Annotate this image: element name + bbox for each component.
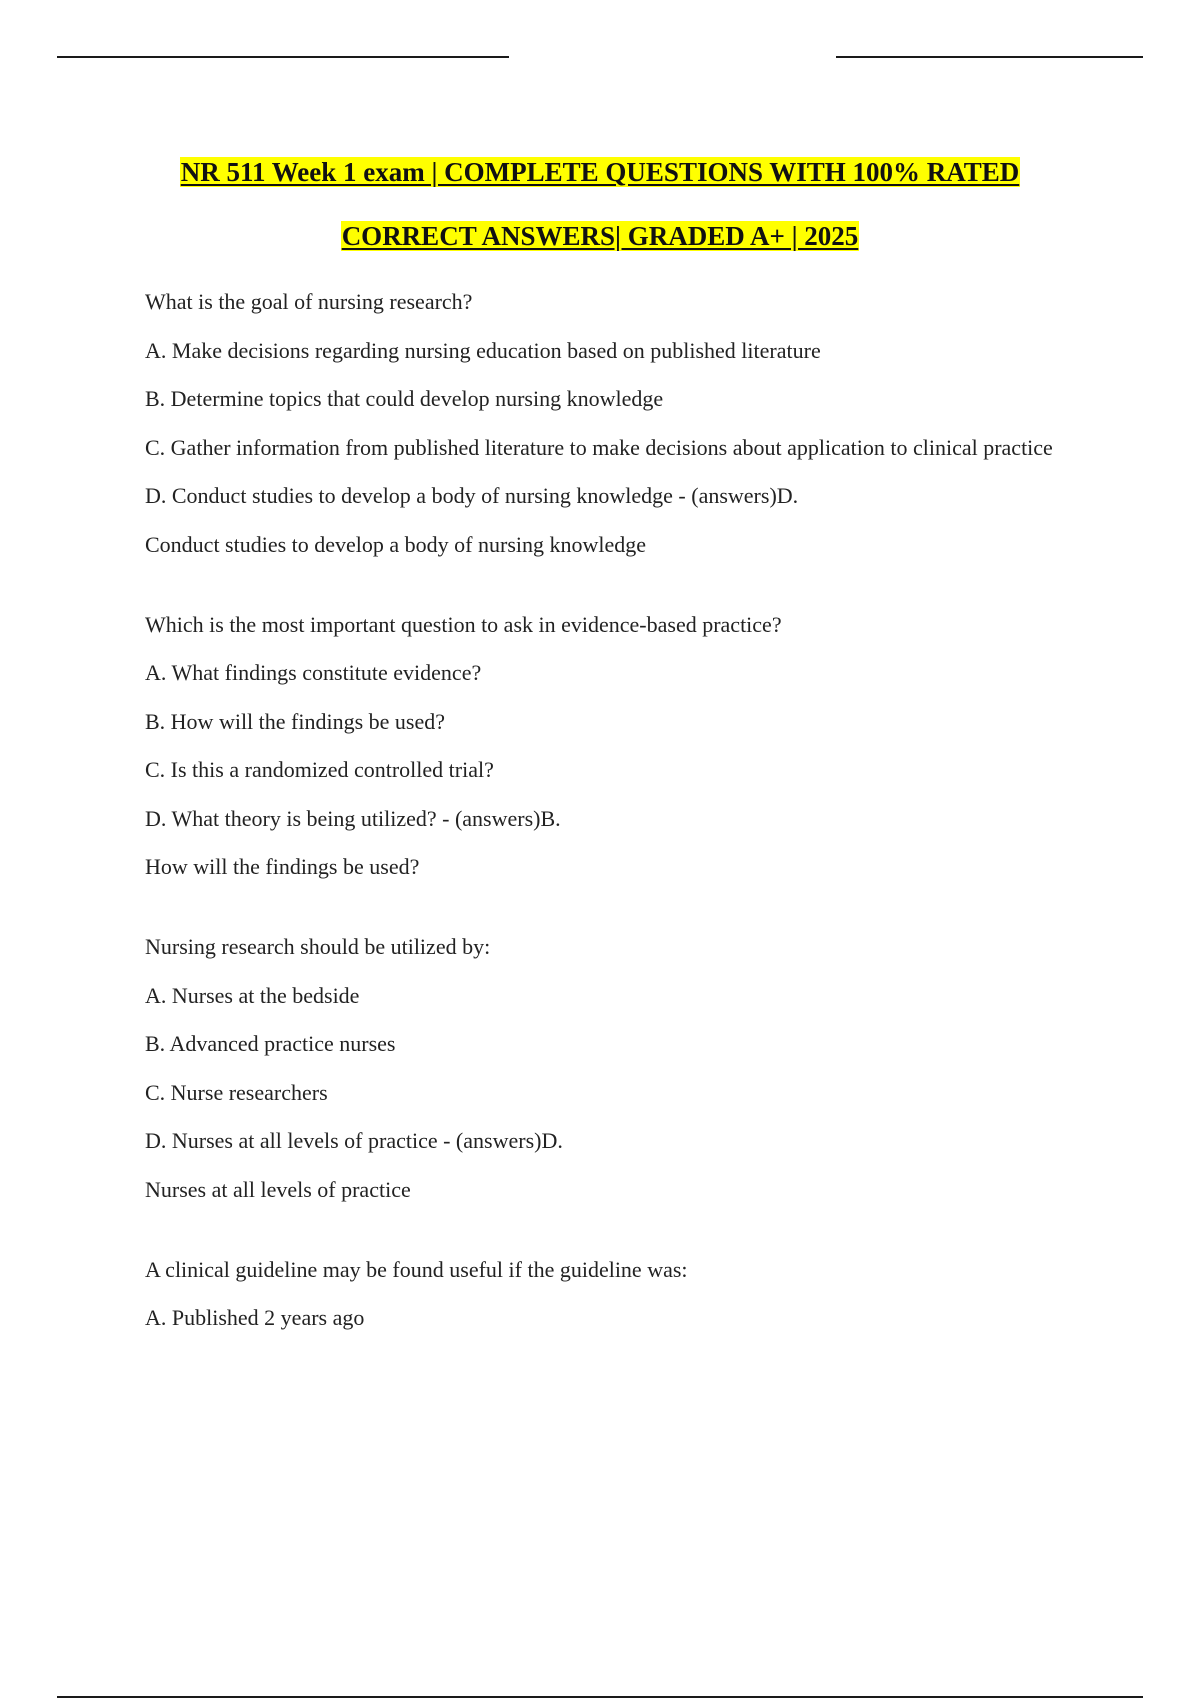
document-title — [0, 140, 1200, 268]
answer-option: A. Nurses at the bedside — [145, 982, 360, 1008]
answer-option: A. What findings constitute evidence? — [145, 660, 482, 685]
question-text: What is the goal of nursing research? — [145, 289, 473, 314]
question-block — [145, 286, 1070, 561]
answer-option: B. Determine topics that could develop nursing knowledge — [145, 386, 664, 411]
correct-answer: Conduct studies to develop a body of nursing knowledge — [145, 531, 647, 557]
question-block — [145, 931, 1070, 1206]
answer-option: A. Make decisions regarding nursing education based on published literature — [145, 337, 821, 363]
answer-option: D. What theory is being utilized? - (answers)B. — [145, 805, 561, 831]
question-text: A clinical guideline may be found useful if the guideline was: — [145, 1256, 688, 1282]
question-text: Which is the most important question to ask in evidence-based practice? — [145, 611, 782, 637]
answer-option: B. How will the findings be used? — [145, 708, 446, 734]
title-line-1: NR 511 Week 1 exam | COMPLETE QUESTIONS WITH 100% RATED — [180, 157, 1020, 187]
answer-option: C. Gather information from published literature to make decisions about application to clinical practice — [145, 434, 1053, 460]
answer-option: D. Conduct studies to develop a body of nursing knowledge - (answers)D. — [145, 483, 799, 508]
header-rule-right — [836, 56, 1143, 58]
title-line-2: CORRECT ANSWERS| GRADED A+ | 2025 — [341, 221, 859, 251]
footer-rule — [57, 1696, 1143, 1698]
correct-answer: How will the findings be used? — [145, 854, 420, 879]
answer-option: D. Nurses at all levels of practice - (answers)D. — [145, 1128, 563, 1153]
question-text: Nursing research should be utilized by: — [145, 934, 491, 959]
answer-option: C. Is this a randomized controlled trial? — [145, 757, 494, 782]
question-block — [145, 609, 1070, 884]
answer-option: C. Nurse researchers — [145, 1079, 328, 1105]
title-line-1-row — [0, 140, 1200, 204]
correct-answer: Nurses at all levels of practice — [145, 1176, 411, 1202]
title-line-2-row — [0, 204, 1200, 268]
header-rule-left — [57, 56, 509, 58]
answer-option: B. Advanced practice nurses — [145, 1031, 396, 1056]
answer-option: A. Published 2 years ago — [145, 1305, 365, 1330]
question-list — [145, 286, 1070, 1382]
question-block — [145, 1254, 1070, 1335]
